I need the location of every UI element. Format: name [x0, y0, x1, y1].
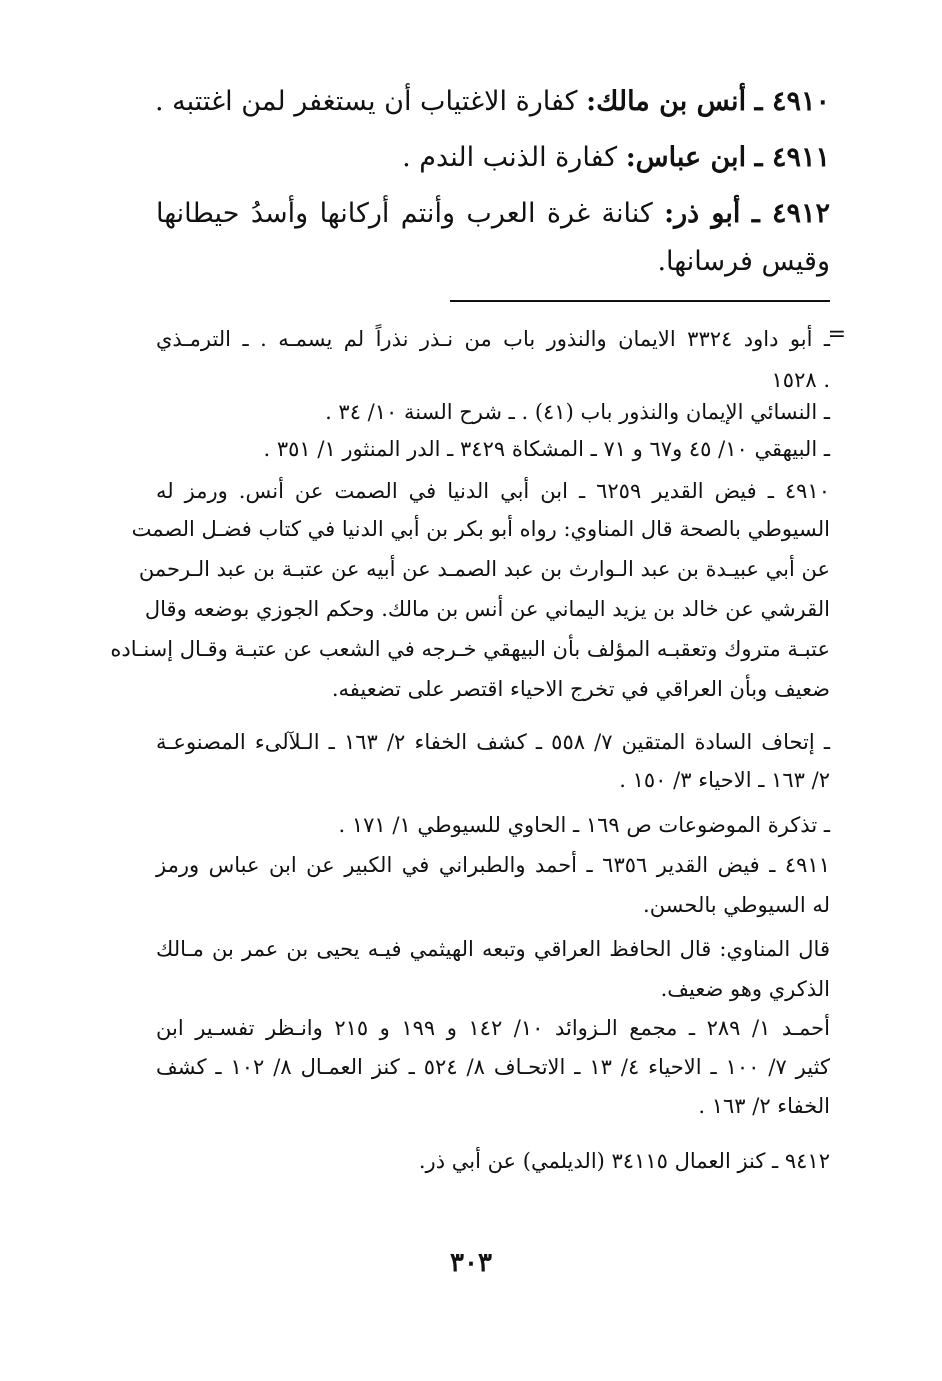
note-line: الخفاء ٢/ ١٦٣ .: [698, 1094, 830, 1118]
hadith-4912-continuation: وقيس فرسانها.: [657, 246, 830, 277]
page-number: ٣٠٣: [450, 1248, 492, 1278]
note-line: ٩٤١٢ ـ كنز العمال ٣٤١١٥ (الديلمي) عن أبي ذر.: [418, 1149, 830, 1173]
note-line: أحمـد ١/ ٢٨٩ ـ مجمع الـزوائد ١٠/ ١٤٢ و ١٩٩ و ٢١٥ وانـظر تفسـير ابن: [156, 1016, 830, 1040]
hadith-narrator: أبو ذر:: [664, 198, 741, 229]
hadith-narrator: ابن عباس:: [625, 142, 747, 173]
hadith-text: كنانة غرة العرب وأنتم أركانها وأسدُ حيطانها: [156, 198, 653, 229]
note-line: ـ أبو داود ٣٣٢٤ الايمان والنذور باب من نـذر نذراً لم يسمـه . ـ الترمـذي: [156, 327, 830, 351]
note-line: القرشي عن خالد بن يزيد اليماني عن أنس بن مالك. وحكم الجوزي بوضعه وقال: [144, 597, 830, 621]
note-line: الذكري وهو ضعيف.: [660, 977, 830, 1001]
note-line: ٢/ ١٦٣ ـ الاحياء ٣/ ١٥٠ .: [619, 768, 830, 792]
note-line: له السيوطي بالحسن.: [643, 893, 830, 917]
note-line: كثير ٧/ ١٠٠ ـ الاحياء ٤/ ١٣ ـ الاتحـاف ٨/ ٥٢٤ ـ كنز العمـال ٨/ ١٠٢ ـ كشف: [156, 1055, 830, 1079]
note-line: ـ إتحاف السادة المتقين ٧/ ٥٥٨ ـ كشف الخفاء ٢/ ١٦٣ ـ الـلآلىء المصنوعـة: [156, 730, 830, 754]
hadith-text: كفارة الذنب الندم .: [402, 142, 618, 173]
footnote-divider: [450, 300, 830, 302]
note-line: عتبـة متروك وتعقبـه المؤلف بأن البيهقي خـرجه في الشعب عن عتبـة وقـال إسنـاده: [110, 637, 830, 661]
note-line: عن أبي عبيـدة بن عبد الـوارث بن عبد الصمـد عن أبيه عن عتبـة بن عبد الـرحمن: [138, 557, 830, 581]
hadith-4912: [156, 198, 830, 229]
note-line: ـ تذكرة الموضوعات ص ١٦٩ ـ الحاوي للسيوطي ١/ ١٧١ .: [338, 813, 830, 837]
note-line: قال المناوي: قال الحافظ العراقي وتبعه الهيثمي فيـه يحيى بن عمر بن مـالك: [156, 937, 830, 961]
hadith-number: ٤٩١٢ ـ: [751, 198, 830, 229]
hadith-number: ٤٩١١ ـ: [754, 142, 830, 173]
note-line: ٤٩١١ ـ فيض القدير ٦٣٥٦ ـ أحمد والطبراني في الكبير عن ابن عباس ورمز: [156, 853, 830, 877]
continuation-marker: =: [827, 322, 846, 347]
note-line: ـ البيهقي ١٠/ ٤٥ و٦٧ و ٧١ ـ المشكاة ٣٤٢٩ ـ الدر المنثور ١/ ٣٥١ .: [263, 437, 830, 461]
note-line: ٤٩١٠ ـ فيض القدير ٦٢٥٩ ـ ابن أبي الدنيا في الصمت عن أنس. ورمز له: [156, 479, 830, 503]
note-line: ـ النسائي الإيمان والنذور باب (٤١) . ـ شرح السنة ١٠/ ٣٤ .: [325, 400, 830, 424]
hadith-number: ٤٩١٠ ـ: [754, 86, 830, 117]
note-line: السيوطي بالصحة قال المناوي: رواه أبو بكر بن أبي الدنيا في كتاب فضـل الصمت: [131, 517, 830, 541]
note-line: ١٥٢٨ .: [771, 368, 830, 392]
hadith-narrator: أنس بن مالك:: [586, 86, 747, 117]
note-line: ضعيف وبأن العراقي في تخرج الاحياء اقتصر على تضعيفه.: [331, 677, 830, 701]
hadith-4911: [402, 142, 830, 173]
hadith-text: كفارة الاغتياب أن يستغفر لمن اغتتبه .: [154, 86, 578, 117]
hadith-4910: [155, 86, 830, 117]
